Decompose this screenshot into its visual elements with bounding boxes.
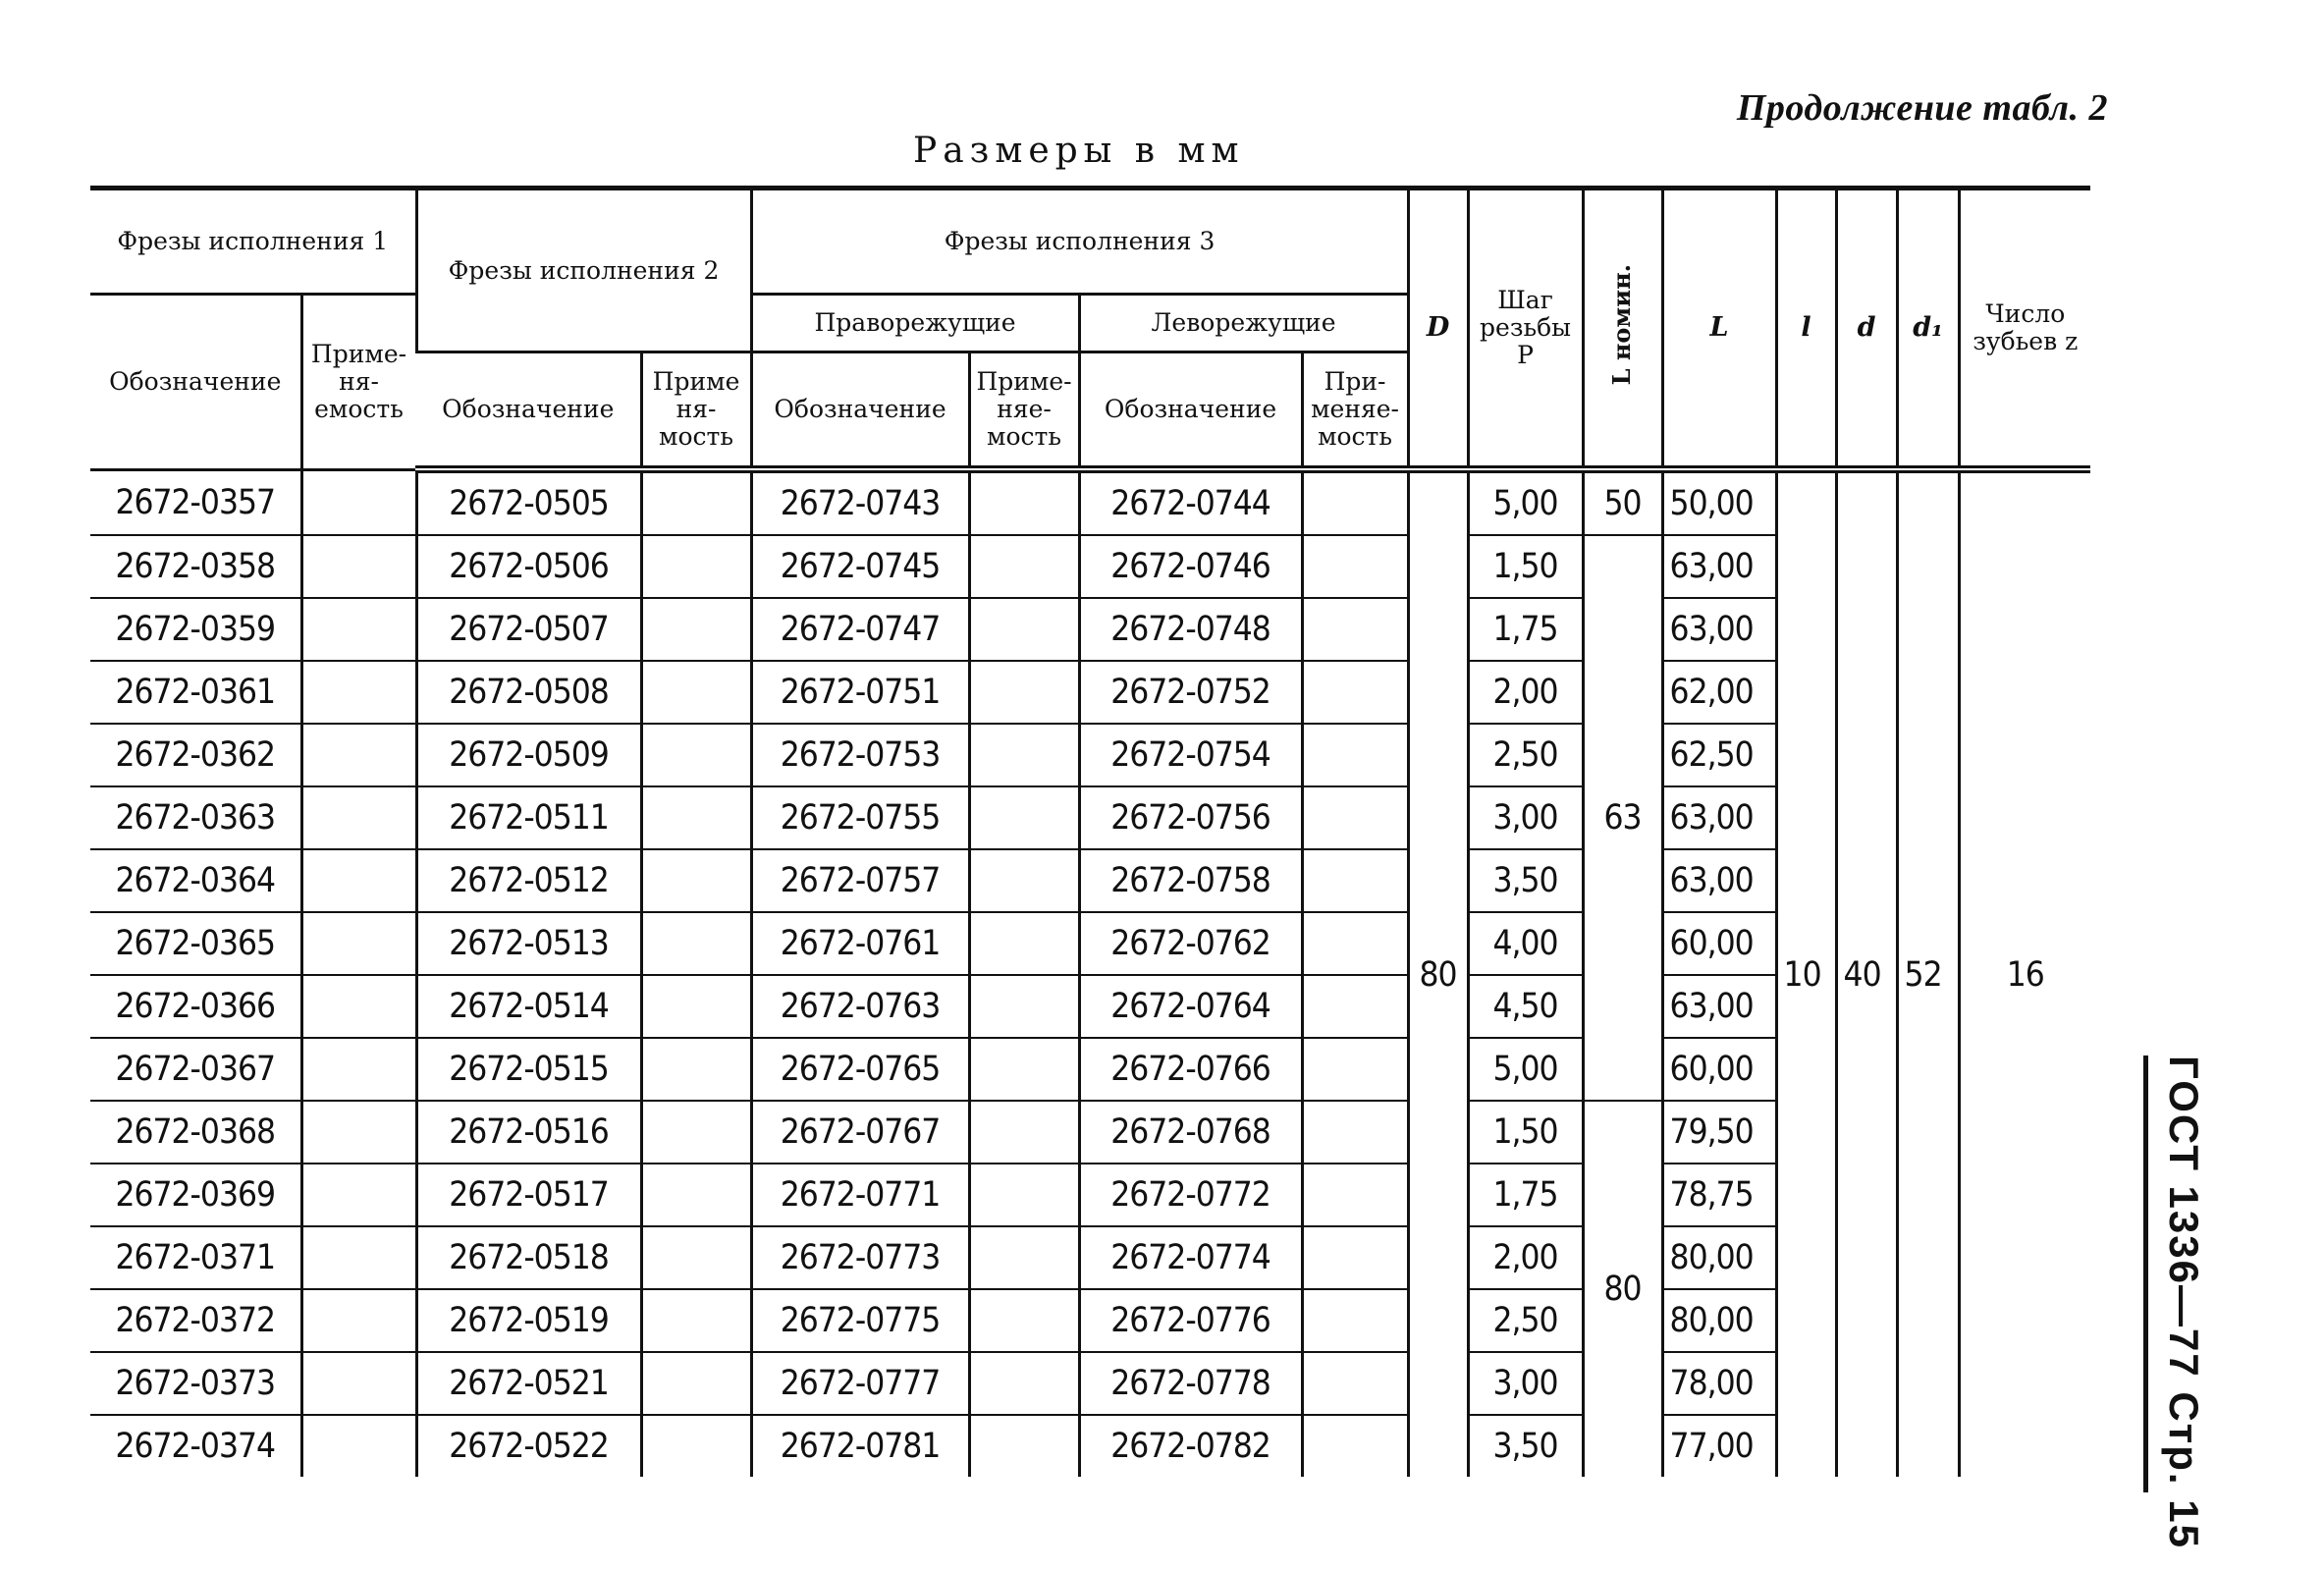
designation-v1: 2672-0359	[90, 598, 301, 661]
applicability-v3-left	[1302, 1101, 1408, 1164]
applicability-v3-left	[1302, 912, 1408, 975]
applicability-v2	[641, 661, 751, 724]
diameter-D: 80	[1408, 469, 1468, 1477]
length-L: 63,00	[1662, 786, 1776, 849]
designation-v2: 2672-0515	[416, 1038, 641, 1101]
designation-v3-left: 2672-0746	[1079, 535, 1302, 598]
length-L: 78,00	[1662, 1352, 1776, 1415]
designation-v3-right: 2672-0773	[751, 1226, 969, 1289]
applicability-v2	[641, 786, 751, 849]
designation-v3-left: 2672-0758	[1079, 849, 1302, 912]
applicability-v3-left	[1302, 1352, 1408, 1415]
designation-v2: 2672-0506	[416, 535, 641, 598]
applicability-v1	[301, 786, 416, 849]
applicability-v3-left	[1302, 535, 1408, 598]
header-left-cutting: Леворежущие	[1079, 295, 1408, 352]
table-continuation-caption: Продолжение табл. 2	[1736, 87, 2108, 129]
designation-v2: 2672-0509	[416, 724, 641, 786]
designation-v1: 2672-0358	[90, 535, 301, 598]
thread-pitch: 4,50	[1468, 975, 1583, 1038]
designation-v2: 2672-0521	[416, 1352, 641, 1415]
applicability-v3-right	[969, 598, 1079, 661]
designation-v3-left: 2672-0754	[1079, 724, 1302, 786]
applicability-v2	[641, 1164, 751, 1226]
applicability-v2	[641, 975, 751, 1038]
designation-v1: 2672-0367	[90, 1038, 301, 1101]
applicability-v2	[641, 598, 751, 661]
length-L: 62,00	[1662, 661, 1776, 724]
applicability-v1	[301, 724, 416, 786]
designation-v3-right: 2672-0765	[751, 1038, 969, 1101]
designation-v1: 2672-0363	[90, 786, 301, 849]
applicability-v3-left	[1302, 661, 1408, 724]
designation-v2: 2672-0517	[416, 1164, 641, 1226]
designation-v3-right: 2672-0767	[751, 1101, 969, 1164]
applicability-v2	[641, 1289, 751, 1352]
designation-v2: 2672-0512	[416, 849, 641, 912]
length-nominal: 63	[1583, 535, 1662, 1101]
applicability-v1	[301, 1164, 416, 1226]
designation-v3-right: 2672-0771	[751, 1164, 969, 1226]
header-group-version-3: Фрезы исполнения 3	[751, 189, 1408, 295]
header-d: d	[1836, 189, 1897, 470]
designation-v1: 2672-0357	[90, 469, 301, 535]
length-L: 63,00	[1662, 598, 1776, 661]
header-applicability-v2: Приме ня-мость	[641, 352, 751, 470]
designation-v1: 2672-0362	[90, 724, 301, 786]
applicability-v1	[301, 1415, 416, 1477]
designation-v2: 2672-0522	[416, 1415, 641, 1477]
applicability-v3-left	[1302, 1038, 1408, 1101]
header-group-version-2: Фрезы исполнения 2	[416, 189, 751, 352]
designation-v1: 2672-0372	[90, 1289, 301, 1352]
designation-v2: 2672-0505	[416, 469, 641, 535]
teeth-count: 16	[1959, 469, 2090, 1477]
applicability-v3-left	[1302, 1226, 1408, 1289]
applicability-v3-right	[969, 975, 1079, 1038]
designation-v2: 2672-0514	[416, 975, 641, 1038]
designation-v1: 2672-0364	[90, 849, 301, 912]
designation-v3-left: 2672-0772	[1079, 1164, 1302, 1226]
length-L: 63,00	[1662, 849, 1776, 912]
designation-v3-left: 2672-0778	[1079, 1352, 1302, 1415]
length-L: 80,00	[1662, 1226, 1776, 1289]
designation-v3-right: 2672-0755	[751, 786, 969, 849]
designation-v2: 2672-0519	[416, 1289, 641, 1352]
length-L: 62,50	[1662, 724, 1776, 786]
thread-pitch: 1,50	[1468, 535, 1583, 598]
designation-v1: 2672-0369	[90, 1164, 301, 1226]
length-nominal: 50	[1583, 469, 1662, 535]
applicability-v3-right	[969, 661, 1079, 724]
header-L: L	[1662, 189, 1776, 470]
designation-v3-left: 2672-0774	[1079, 1226, 1302, 1289]
applicability-v3-left	[1302, 469, 1408, 535]
length-L: 50,00	[1662, 469, 1776, 535]
designation-v1: 2672-0361	[90, 661, 301, 724]
table-row	[90, 469, 2090, 535]
designation-v2: 2672-0511	[416, 786, 641, 849]
cutter-spec-table	[90, 186, 2090, 1477]
thread-pitch: 5,00	[1468, 469, 1583, 535]
designation-v3-right: 2672-0781	[751, 1415, 969, 1477]
designation-v2: 2672-0513	[416, 912, 641, 975]
thread-pitch: 4,00	[1468, 912, 1583, 975]
table-body	[90, 469, 2090, 1477]
applicability-v2	[641, 535, 751, 598]
header-designation-v2: Обозначение	[416, 352, 641, 470]
header-designation-v1: Обозначение	[90, 295, 301, 470]
header-group-version-1: Фрезы исполнения 1	[90, 189, 416, 295]
designation-v3-right: 2672-0753	[751, 724, 969, 786]
thread-pitch: 2,00	[1468, 1226, 1583, 1289]
length-L: 78,75	[1662, 1164, 1776, 1226]
applicability-v1	[301, 849, 416, 912]
applicability-v2	[641, 1101, 751, 1164]
length-nominal: 80	[1583, 1101, 1662, 1477]
length-L: 77,00	[1662, 1415, 1776, 1477]
applicability-v3-left	[1302, 1289, 1408, 1352]
header-L-nominal-text: L номин.	[1607, 264, 1637, 386]
applicability-v2	[641, 1352, 751, 1415]
header-l: l	[1776, 189, 1836, 470]
designation-v2: 2672-0507	[416, 598, 641, 661]
applicability-v2	[641, 1415, 751, 1477]
thread-pitch: 3,50	[1468, 849, 1583, 912]
diameter-d1: 52	[1897, 469, 1959, 1477]
length-l: 10	[1776, 469, 1836, 1477]
applicability-v3-right	[969, 912, 1079, 975]
applicability-v1	[301, 1226, 416, 1289]
applicability-v3-right	[969, 724, 1079, 786]
designation-v3-left: 2672-0752	[1079, 661, 1302, 724]
applicability-v3-left	[1302, 786, 1408, 849]
applicability-v3-left	[1302, 975, 1408, 1038]
designation-v3-right: 2672-0745	[751, 535, 969, 598]
length-L: 60,00	[1662, 912, 1776, 975]
designation-v3-right: 2672-0777	[751, 1352, 969, 1415]
thread-pitch: 1,50	[1468, 1101, 1583, 1164]
designation-v3-right: 2672-0763	[751, 975, 969, 1038]
applicability-v3-left	[1302, 598, 1408, 661]
length-L: 63,00	[1662, 975, 1776, 1038]
thread-pitch: 1,75	[1468, 1164, 1583, 1226]
header-L-nominal	[1583, 189, 1662, 470]
header-thread-pitch: Шаг резьбы P	[1468, 189, 1583, 470]
designation-v3-left: 2672-0768	[1079, 1101, 1302, 1164]
applicability-v1	[301, 1038, 416, 1101]
designation-v3-right: 2672-0757	[751, 849, 969, 912]
applicability-v2	[641, 849, 751, 912]
applicability-v1	[301, 598, 416, 661]
header-D: D	[1408, 189, 1468, 470]
thread-pitch: 3,50	[1468, 1415, 1583, 1477]
applicability-v3-right	[969, 1226, 1079, 1289]
applicability-v3-right	[969, 1038, 1079, 1101]
designation-v1: 2672-0368	[90, 1101, 301, 1164]
applicability-v1	[301, 1289, 416, 1352]
designation-v3-right: 2672-0761	[751, 912, 969, 975]
applicability-v3-right	[969, 1352, 1079, 1415]
header-designation-v3-right: Обозначение	[751, 352, 969, 470]
thread-pitch: 3,00	[1468, 786, 1583, 849]
designation-v3-right: 2672-0747	[751, 598, 969, 661]
designation-v3-left: 2672-0748	[1079, 598, 1302, 661]
header-right-cutting: Праворежущие	[751, 295, 1079, 352]
designation-v3-right: 2672-0775	[751, 1289, 969, 1352]
thread-pitch: 3,00	[1468, 1352, 1583, 1415]
designation-v1: 2672-0374	[115, 1427, 276, 1466]
thread-pitch: 2,50	[1468, 1289, 1583, 1352]
thread-pitch: 2,50	[1468, 724, 1583, 786]
designation-v3-left: 2672-0756	[1079, 786, 1302, 849]
applicability-v3-right	[969, 1415, 1079, 1477]
applicability-v3-right	[969, 1164, 1079, 1226]
header-designation-v3-left: Обозначение	[1079, 352, 1302, 470]
length-L: 60,00	[1662, 1038, 1776, 1101]
header-applicability-v1: Приме-ня-емость	[301, 295, 416, 470]
applicability-v1	[301, 1352, 416, 1415]
length-L: 80,00	[1662, 1289, 1776, 1352]
designation-v3-left: 2672-0776	[1079, 1289, 1302, 1352]
designation-v1: 2672-0365	[90, 912, 301, 975]
units-caption: Размеры в мм	[913, 131, 1245, 171]
applicability-v3-right	[969, 786, 1079, 849]
applicability-v3-left	[1302, 1415, 1408, 1477]
designation-v2: 2672-0516	[416, 1101, 641, 1164]
applicability-v3-right	[969, 849, 1079, 912]
standard-page-label: ГОСТ 1336—77 Стр. 15	[2161, 1056, 2207, 1549]
applicability-v1	[301, 535, 416, 598]
designation-v3-left: 2672-0764	[1079, 975, 1302, 1038]
designation-v3-left: 2672-0782	[1079, 1415, 1302, 1477]
designation-v3-right: 2672-0751	[751, 661, 969, 724]
applicability-v2	[641, 1226, 751, 1289]
designation-v1: 2672-0373	[90, 1352, 301, 1415]
applicability-v3-right	[969, 1289, 1079, 1352]
sidebar-rule	[2143, 1056, 2148, 1492]
header-teeth-count: Число зубьев z	[1959, 189, 2090, 470]
applicability-v1	[301, 1101, 416, 1164]
thread-pitch: 5,00	[1468, 1038, 1583, 1101]
applicability-v3-right	[969, 535, 1079, 598]
header-applicability-v3-right: Приме-няе-мость	[969, 352, 1079, 470]
applicability-v1	[301, 661, 416, 724]
designation-v3-left: 2672-0766	[1079, 1038, 1302, 1101]
designation-v1: 2672-0366	[90, 975, 301, 1038]
designation-v2: 2672-0518	[416, 1226, 641, 1289]
applicability-v1	[301, 469, 416, 535]
designation-v3-left: 2672-0744	[1079, 469, 1302, 535]
thread-pitch: 2,00	[1468, 661, 1583, 724]
applicability-v2	[641, 912, 751, 975]
designation-v1: 2672-0371	[90, 1226, 301, 1289]
header-applicability-v3-left: При-меняе-мость	[1302, 352, 1408, 470]
designation-v3-right: 2672-0743	[751, 469, 969, 535]
applicability-v1	[301, 975, 416, 1038]
applicability-v1	[301, 912, 416, 975]
applicability-v2	[641, 724, 751, 786]
applicability-v3-left	[1302, 1164, 1408, 1226]
diameter-d: 40	[1836, 469, 1897, 1477]
applicability-v3-left	[1302, 724, 1408, 786]
applicability-v2	[641, 469, 751, 535]
header-d1: d₁	[1897, 189, 1959, 470]
length-L: 63,00	[1662, 535, 1776, 598]
designation-v3-left: 2672-0762	[1079, 912, 1302, 975]
applicability-v3-right	[969, 1101, 1079, 1164]
applicability-v2	[641, 1038, 751, 1101]
length-L: 79,50	[1662, 1101, 1776, 1164]
designation-v2: 2672-0508	[416, 661, 641, 724]
thread-pitch: 1,75	[1468, 598, 1583, 661]
applicability-v3-right	[969, 469, 1079, 535]
applicability-v3-left	[1302, 849, 1408, 912]
